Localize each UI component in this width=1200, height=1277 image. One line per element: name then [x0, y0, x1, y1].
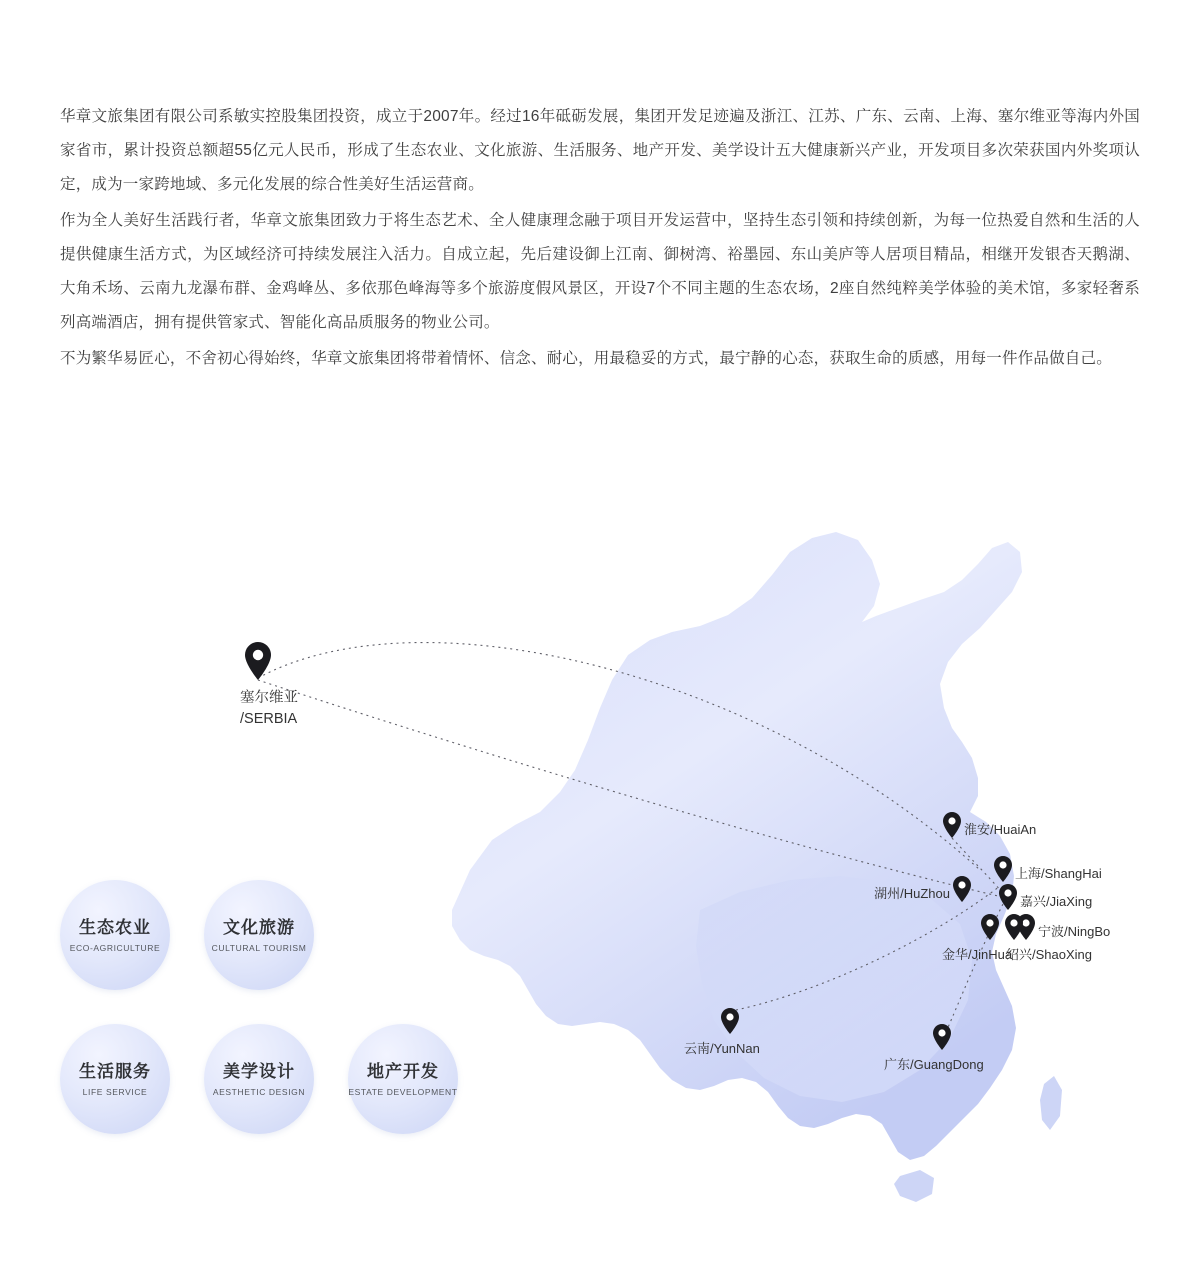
location-pin-icon: [994, 856, 1012, 882]
intro-paragraph-2: 作为全人美好生活践行者，华章文旅集团致力于将生态艺术、全人健康理念融于项目开发运营中，坚持生态引领和持续创新，为每一位热爱自然和生活的人提供健康生活方式，为区域经济可持续发展注入活力。自成立起，先后建设御上江南、御树湾、裕墨园、东山美庐等人居项目精品，相继开发银杏天鹅湖、大角禾场、云南九龙瀑布群、金鸡峰丛、多依那色峰海等多个旅游度假风景区，开设7个不同主题的生态农场，2座自然纯粹美学体验的美术馆，多家轻奢系列高端酒店，拥有提供管家式、智能化高品质服务的物业公司。: [60, 212, 1140, 331]
industry-label-cn: 生态农业: [79, 918, 151, 937]
industry-bubble-eco-agriculture[interactable]: [60, 880, 170, 990]
industry-label-cn: 地产开发: [367, 1062, 439, 1081]
marker-label-huaian: 淮安/HuaiAn: [964, 822, 1037, 837]
intro-paragraph-3: 不为繁华易匠心，不舍初心得始终，华章文旅集团将带着情怀、信念、耐心，用最稳妥的方式，最宁静的心态，获取生命的质感，用每一件作品做自己。: [60, 350, 1112, 367]
industry-bubble-aesthetic-design[interactable]: [204, 1024, 314, 1134]
marker-label-guangdong: 广东/GuangDong: [884, 1057, 984, 1072]
company-intro: [60, 100, 1140, 378]
location-pin-icon: [999, 884, 1017, 910]
industry-label-en: AESTHETIC DESIGN: [212, 1087, 306, 1097]
industry-label-cn: 美学设计: [223, 1062, 295, 1081]
industry-label-en: ECO-AGRICULTURE: [69, 943, 161, 953]
marker-label-yunnan: 云南/YunNan: [684, 1041, 760, 1056]
industry-bubble-estate-development[interactable]: [348, 1024, 458, 1134]
intro-paragraph-1: 华章文旅集团有限公司系敏实控股集团投资，成立于2007年。经过16年砥砺发展，集团开发足迹遍及浙江、江苏、广东、云南、上海、塞尔维亚等海内外国家省市，累计投资总额超55亿元人民币，形成了生态农业、文化旅游、生活服务、地产开发、美学设计五大健康新兴产业，开发项目多次荣获国内外奖项认定，成为一家跨地域、多元化发展的综合性美好生活运营商。: [60, 108, 1140, 193]
location-pin-icon: [953, 876, 971, 902]
location-pin-icon: [245, 642, 271, 680]
location-pin-icon: [933, 1024, 951, 1050]
location-pin-icon: [1005, 914, 1023, 940]
map-landmass: [452, 532, 1062, 1202]
industry-label-cn: 生活服务: [79, 1062, 151, 1081]
hainan-island: [894, 1170, 934, 1202]
industry-label-en: LIFE SERVICE: [82, 1087, 148, 1097]
marker-label-serbia-en: /SERBIA: [240, 711, 298, 727]
industry-bubble-cultural-tourism[interactable]: [204, 880, 314, 990]
marker-label-shanghai: 上海/ShangHai: [1015, 866, 1102, 881]
marker-label-serbia: [240, 688, 298, 730]
industry-bubble-group: [60, 880, 480, 1150]
industry-label-en: ESTATE DEVELOPMENT: [348, 1087, 458, 1097]
marker-label-shaoxing: 绍兴/ShaoXing: [1006, 947, 1092, 962]
industry-bubble-life-service[interactable]: [60, 1024, 170, 1134]
marker-label-serbia-cn: 塞尔维亚: [240, 690, 298, 706]
marker-label-jiaxing: 嘉兴/JiaXing: [1020, 894, 1093, 909]
location-pin-icon: [721, 1008, 739, 1034]
industry-label-cn: 文化旅游: [223, 918, 295, 937]
location-pin-icon: [943, 812, 961, 838]
location-pin-icon: [981, 914, 999, 940]
marker-label-huzhou: 湖州/HuZhou: [874, 886, 950, 901]
marker-label-jinhua: 金华/JinHua: [942, 947, 1013, 962]
taiwan-island: [1040, 1076, 1062, 1130]
marker-label-ningbo: 宁波/NingBo: [1038, 924, 1111, 939]
industry-label-en: CULTURAL TOURISM: [211, 943, 307, 953]
